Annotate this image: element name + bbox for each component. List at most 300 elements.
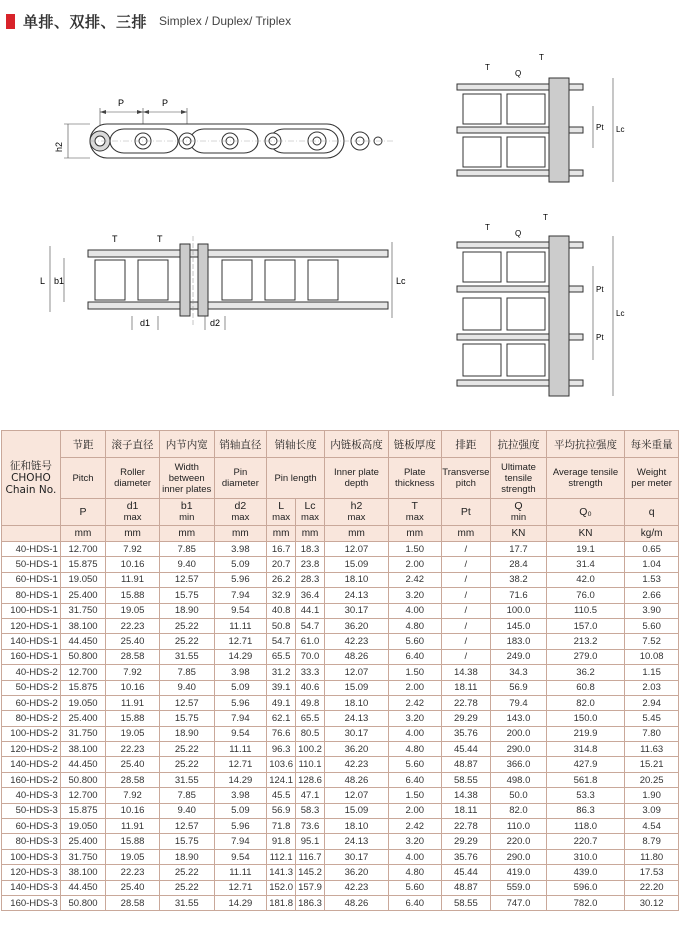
table-cell: 25.22 bbox=[159, 634, 214, 649]
table-cell: 32.9 bbox=[267, 588, 296, 603]
table-cell: 1.04 bbox=[625, 557, 679, 572]
table-cell: 439.0 bbox=[546, 865, 624, 880]
table-cell: 86.3 bbox=[546, 803, 624, 818]
table-cell: 31.750 bbox=[60, 849, 105, 864]
header-title-cn: 单排、双排、三排 bbox=[23, 12, 148, 31]
table-cell: 30.12 bbox=[625, 895, 679, 910]
unit-cell: mm bbox=[296, 526, 325, 542]
unit-cell: mm bbox=[324, 526, 388, 542]
table-cell: 23.8 bbox=[296, 557, 325, 572]
table-cell: 5.60 bbox=[388, 634, 441, 649]
table-cell: 596.0 bbox=[546, 880, 624, 895]
chain-model-cell: 100-HDS-2 bbox=[2, 726, 61, 741]
table-cell: 12.700 bbox=[60, 788, 105, 803]
table-cell: 11.91 bbox=[106, 819, 160, 834]
table-cell: 6.40 bbox=[388, 772, 441, 787]
table-cell: 128.6 bbox=[296, 772, 325, 787]
table-cell: 40.8 bbox=[267, 603, 296, 618]
table-cell: 4.00 bbox=[388, 603, 441, 618]
table-cell: 80.5 bbox=[296, 726, 325, 741]
table-cell: 14.38 bbox=[441, 788, 491, 803]
table-row bbox=[2, 742, 679, 757]
table-cell: 25.22 bbox=[159, 865, 214, 880]
table-cell: 4.54 bbox=[625, 819, 679, 834]
table-cell: 141.3 bbox=[267, 865, 296, 880]
table-row bbox=[2, 711, 679, 726]
header-row-cn bbox=[2, 431, 679, 458]
table-cell: 42.23 bbox=[324, 634, 388, 649]
table-cell: 19.050 bbox=[60, 695, 105, 710]
table-cell: 15.09 bbox=[324, 803, 388, 818]
table-cell: 50.800 bbox=[60, 649, 105, 664]
table-cell: 42.23 bbox=[324, 880, 388, 895]
table-cell: 95.1 bbox=[296, 834, 325, 849]
table-cell: 1.53 bbox=[625, 572, 679, 587]
table-cell: 279.0 bbox=[546, 649, 624, 664]
table-cell: 62.1 bbox=[267, 711, 296, 726]
table-cell: 65.5 bbox=[267, 649, 296, 664]
table-cell: 30.17 bbox=[324, 726, 388, 741]
table-cell: 11.11 bbox=[214, 618, 267, 633]
table-cell: 559.0 bbox=[491, 880, 547, 895]
table-cell: 9.40 bbox=[159, 557, 214, 572]
table-cell: 44.1 bbox=[296, 603, 325, 618]
header-en-roller: Roller diameter bbox=[106, 458, 160, 499]
table-cell: 15.875 bbox=[60, 557, 105, 572]
table-cell: 427.9 bbox=[546, 757, 624, 772]
symbol-l: L max bbox=[267, 499, 296, 526]
table-cell: 17.7 bbox=[491, 542, 547, 557]
table-cell: 22.20 bbox=[625, 880, 679, 895]
table-cell: 38.2 bbox=[491, 572, 547, 587]
table-cell: 11.91 bbox=[106, 572, 160, 587]
section-header bbox=[6, 10, 291, 32]
table-cell: 61.0 bbox=[296, 634, 325, 649]
table-cell: 38.100 bbox=[60, 742, 105, 757]
table-cell: 314.8 bbox=[546, 742, 624, 757]
dim-label-p2: P bbox=[162, 98, 169, 108]
table-cell: 9.54 bbox=[214, 849, 267, 864]
table-cell: 12.71 bbox=[214, 880, 267, 895]
table-cell: 53.3 bbox=[546, 788, 624, 803]
table-cell: 50.800 bbox=[60, 772, 105, 787]
table-cell: / bbox=[441, 618, 491, 633]
table-cell: 56.9 bbox=[267, 803, 296, 818]
table-cell: 82.0 bbox=[491, 803, 547, 818]
table-cell: 12.07 bbox=[324, 665, 388, 680]
table-cell: 22.23 bbox=[106, 865, 160, 880]
chain-model-cell: 140-HDS-3 bbox=[2, 880, 61, 895]
unit-cell: mm bbox=[60, 526, 105, 542]
table-cell: 48.26 bbox=[324, 895, 388, 910]
table-cell: 47.1 bbox=[296, 788, 325, 803]
table-cell: 782.0 bbox=[546, 895, 624, 910]
table-cell: 150.0 bbox=[546, 711, 624, 726]
table-cell: 12.700 bbox=[60, 665, 105, 680]
table-cell: 24.13 bbox=[324, 711, 388, 726]
table-cell: 5.09 bbox=[214, 680, 267, 695]
unit-cell: KN bbox=[546, 526, 624, 542]
table-cell: 12.700 bbox=[60, 542, 105, 557]
triplex-dim-pt2: Pt bbox=[596, 333, 604, 342]
table-body bbox=[2, 542, 679, 911]
table-cell: / bbox=[441, 634, 491, 649]
table-row bbox=[2, 772, 679, 787]
table-cell: 22.78 bbox=[441, 819, 491, 834]
table-cell: 15.875 bbox=[60, 680, 105, 695]
table-cell: 25.22 bbox=[159, 742, 214, 757]
table-cell: 15.09 bbox=[324, 557, 388, 572]
chain-model-cell: 60-HDS-1 bbox=[2, 572, 61, 587]
table-cell: 20.25 bbox=[625, 772, 679, 787]
symbol-q0: Q₀ bbox=[546, 499, 624, 526]
dim-label-l: L bbox=[40, 276, 46, 286]
table-cell: 145.2 bbox=[296, 865, 325, 880]
chain-model-cell: 80-HDS-2 bbox=[2, 711, 61, 726]
table-row bbox=[2, 588, 679, 603]
table-cell: 220.0 bbox=[491, 834, 547, 849]
table-row bbox=[2, 788, 679, 803]
duplex-dim-t1: T bbox=[485, 63, 490, 72]
table-cell: 25.400 bbox=[60, 588, 105, 603]
table-cell: 22.23 bbox=[106, 618, 160, 633]
table-cell: 2.00 bbox=[388, 680, 441, 695]
unit-cell: mm bbox=[388, 526, 441, 542]
table-cell: 10.08 bbox=[625, 649, 679, 664]
table-cell: 9.54 bbox=[214, 726, 267, 741]
table-cell: 18.11 bbox=[441, 803, 491, 818]
triplex-view-drawing bbox=[445, 210, 635, 405]
table-cell: 28.58 bbox=[106, 895, 160, 910]
dim-label-p1: P bbox=[118, 98, 125, 108]
table-cell: 45.44 bbox=[441, 865, 491, 880]
table-row bbox=[2, 572, 679, 587]
table-cell: 18.90 bbox=[159, 726, 214, 741]
table-cell: 4.80 bbox=[388, 618, 441, 633]
symbol-t: T max bbox=[388, 499, 441, 526]
table-cell: 12.57 bbox=[159, 572, 214, 587]
table-row bbox=[2, 695, 679, 710]
chain-model-cell: 80-HDS-1 bbox=[2, 588, 61, 603]
header-en-weight: Weight per meter bbox=[625, 458, 679, 499]
table-row bbox=[2, 634, 679, 649]
table-header bbox=[2, 431, 679, 542]
table-cell: 1.50 bbox=[388, 542, 441, 557]
table-cell: 58.55 bbox=[441, 895, 491, 910]
header-cn-plate-thickness: 链板厚度 bbox=[388, 431, 441, 458]
table-row bbox=[2, 618, 679, 633]
table-cell: 110.0 bbox=[491, 819, 547, 834]
unit-cell: mm bbox=[159, 526, 214, 542]
table-cell: 49.1 bbox=[267, 695, 296, 710]
table-cell: 1.50 bbox=[388, 788, 441, 803]
table-cell: 50.0 bbox=[491, 788, 547, 803]
table-cell: 44.450 bbox=[60, 880, 105, 895]
table-cell: 7.94 bbox=[214, 588, 267, 603]
header-marker bbox=[6, 14, 15, 29]
table-cell: 9.40 bbox=[159, 680, 214, 695]
table-cell: 4.80 bbox=[388, 865, 441, 880]
chain-model-cell: 80-HDS-3 bbox=[2, 834, 61, 849]
table-cell: 35.76 bbox=[441, 726, 491, 741]
table-cell: 18.90 bbox=[159, 849, 214, 864]
chain-spec-table bbox=[1, 430, 679, 911]
unit-cell: mm bbox=[214, 526, 267, 542]
table-row bbox=[2, 665, 679, 680]
table-cell: 110.1 bbox=[296, 757, 325, 772]
table-cell: 71.6 bbox=[491, 588, 547, 603]
symbol-weight: q bbox=[625, 499, 679, 526]
chain-model-cell: 160-HDS-1 bbox=[2, 649, 61, 664]
table-cell: 2.00 bbox=[388, 557, 441, 572]
table-cell: 183.0 bbox=[491, 634, 547, 649]
table-cell: 82.0 bbox=[546, 695, 624, 710]
table-cell: 145.0 bbox=[491, 618, 547, 633]
table-cell: 7.85 bbox=[159, 542, 214, 557]
table-cell: 36.2 bbox=[546, 665, 624, 680]
table-cell: 28.3 bbox=[296, 572, 325, 587]
triplex-dim-t1: T bbox=[485, 223, 490, 232]
table-cell: 19.05 bbox=[106, 726, 160, 741]
table-row bbox=[2, 880, 679, 895]
table-cell: 3.20 bbox=[388, 711, 441, 726]
chain-model-cell: 100-HDS-1 bbox=[2, 603, 61, 618]
unit-cell: KN bbox=[491, 526, 547, 542]
table-cell: 14.29 bbox=[214, 895, 267, 910]
table-cell: 35.76 bbox=[441, 849, 491, 864]
table-cell: 25.40 bbox=[106, 880, 160, 895]
table-cell: 65.5 bbox=[296, 711, 325, 726]
table-cell: 10.16 bbox=[106, 680, 160, 695]
table-row bbox=[2, 757, 679, 772]
table-cell: 0.65 bbox=[625, 542, 679, 557]
table-cell: / bbox=[441, 542, 491, 557]
table-cell: 2.42 bbox=[388, 695, 441, 710]
table-cell: 157.9 bbox=[296, 880, 325, 895]
table-cell: 7.92 bbox=[106, 542, 160, 557]
header-title-en: Simplex / Duplex/ Triplex bbox=[159, 14, 292, 28]
table-cell: 18.3 bbox=[296, 542, 325, 557]
table-cell: 22.78 bbox=[441, 695, 491, 710]
table-cell: 38.100 bbox=[60, 618, 105, 633]
table-cell: 11.80 bbox=[625, 849, 679, 864]
header-en-pitch: Pitch bbox=[60, 458, 105, 499]
header-en-width: Width between inner plates bbox=[159, 458, 214, 499]
table-cell: 7.85 bbox=[159, 788, 214, 803]
header-cn-weight: 每米重量 bbox=[625, 431, 679, 458]
duplex-dim-lc: Lc bbox=[616, 125, 625, 134]
table-cell: 5.60 bbox=[625, 618, 679, 633]
duplex-dim-t2: T bbox=[539, 53, 544, 62]
table-cell: 366.0 bbox=[491, 757, 547, 772]
table-cell: 12.07 bbox=[324, 542, 388, 557]
table-cell: 2.03 bbox=[625, 680, 679, 695]
table-cell: 152.0 bbox=[267, 880, 296, 895]
duplex-dim-pt: Pt bbox=[596, 123, 604, 132]
table-cell: 6.40 bbox=[388, 649, 441, 664]
symbol-q: Q min bbox=[491, 499, 547, 526]
table-cell: 28.4 bbox=[491, 557, 547, 572]
table-cell: 9.54 bbox=[214, 603, 267, 618]
table-cell: 38.100 bbox=[60, 865, 105, 880]
table-cell: 28.58 bbox=[106, 772, 160, 787]
table-cell: 79.4 bbox=[491, 695, 547, 710]
table-cell: 15.75 bbox=[159, 834, 214, 849]
dim-label-lc: Lc bbox=[396, 276, 406, 286]
triplex-dim-t2: T bbox=[543, 213, 548, 222]
table-cell: 26.2 bbox=[267, 572, 296, 587]
table-cell: 290.0 bbox=[491, 742, 547, 757]
table-cell: 7.52 bbox=[625, 634, 679, 649]
triplex-dim-pt1: Pt bbox=[596, 285, 604, 294]
table-cell: 3.09 bbox=[625, 803, 679, 818]
table-cell: 25.400 bbox=[60, 834, 105, 849]
duplex-dim-q: Q bbox=[515, 69, 522, 78]
unit-model bbox=[2, 526, 61, 542]
table-cell: 25.40 bbox=[106, 634, 160, 649]
table-cell: 2.42 bbox=[388, 819, 441, 834]
symbol-pt: Pt bbox=[441, 499, 491, 526]
table-cell: / bbox=[441, 588, 491, 603]
chain-model-cell: 40-HDS-2 bbox=[2, 665, 61, 680]
table-cell: 31.55 bbox=[159, 772, 214, 787]
header-cn-pitch: 节距 bbox=[60, 431, 105, 458]
table-cell: 16.7 bbox=[267, 542, 296, 557]
header-cn-average: 平均抗拉强度 bbox=[546, 431, 624, 458]
table-cell: 747.0 bbox=[491, 895, 547, 910]
table-cell: 17.53 bbox=[625, 865, 679, 880]
table-row bbox=[2, 542, 679, 557]
table-cell: 6.40 bbox=[388, 895, 441, 910]
symbol-d1: d1 max bbox=[106, 499, 160, 526]
table-cell: 73.6 bbox=[296, 819, 325, 834]
table-cell: 28.58 bbox=[106, 649, 160, 664]
table-cell: 19.05 bbox=[106, 849, 160, 864]
table-cell: 419.0 bbox=[491, 865, 547, 880]
header-cn-ultimate: 抗拉强度 bbox=[491, 431, 547, 458]
header-cn-transverse: 排距 bbox=[441, 431, 491, 458]
table-cell: 5.96 bbox=[214, 695, 267, 710]
symbol-d2: d2 max bbox=[214, 499, 267, 526]
chain-model-cell: 60-HDS-2 bbox=[2, 695, 61, 710]
table-cell: 7.85 bbox=[159, 665, 214, 680]
table-cell: 14.38 bbox=[441, 665, 491, 680]
table-cell: 2.66 bbox=[625, 588, 679, 603]
chain-model-cell: 40-HDS-1 bbox=[2, 542, 61, 557]
table-cell: 44.450 bbox=[60, 634, 105, 649]
header-row-en bbox=[2, 458, 679, 499]
header-en-pin-length: Pin length bbox=[267, 458, 325, 499]
chain-model-cell: 40-HDS-3 bbox=[2, 788, 61, 803]
table-cell: 29.29 bbox=[441, 711, 491, 726]
table-cell: 1.50 bbox=[388, 665, 441, 680]
table-cell: 12.07 bbox=[324, 788, 388, 803]
table-cell: 24.13 bbox=[324, 834, 388, 849]
table-cell: 36.4 bbox=[296, 588, 325, 603]
table-cell: 1.90 bbox=[625, 788, 679, 803]
table-cell: 9.40 bbox=[159, 803, 214, 818]
table-cell: 181.8 bbox=[267, 895, 296, 910]
table-cell: 58.55 bbox=[441, 772, 491, 787]
table-cell: 1.15 bbox=[625, 665, 679, 680]
chain-model-cell: 140-HDS-1 bbox=[2, 634, 61, 649]
table-cell: 12.57 bbox=[159, 819, 214, 834]
symbol-p: P bbox=[60, 499, 105, 526]
table-cell: 25.22 bbox=[159, 618, 214, 633]
chain-model-cell: 120-HDS-2 bbox=[2, 742, 61, 757]
table-cell: 19.05 bbox=[106, 603, 160, 618]
unit-cell: mm bbox=[441, 526, 491, 542]
table-row bbox=[2, 819, 679, 834]
table-cell: 3.98 bbox=[214, 542, 267, 557]
table-cell: 25.40 bbox=[106, 757, 160, 772]
table-cell: 54.7 bbox=[296, 618, 325, 633]
symbol-b1: b1 min bbox=[159, 499, 214, 526]
table-cell: 50.8 bbox=[267, 618, 296, 633]
header-en-ultimate: Ultimate tensile strength bbox=[491, 458, 547, 499]
chain-model-cell: 160-HDS-3 bbox=[2, 895, 61, 910]
table-cell: 30.17 bbox=[324, 603, 388, 618]
table-cell: 5.60 bbox=[388, 757, 441, 772]
table-cell: 54.7 bbox=[267, 634, 296, 649]
table-cell: 12.71 bbox=[214, 634, 267, 649]
table-cell: 100.0 bbox=[491, 603, 547, 618]
table-cell: 7.92 bbox=[106, 665, 160, 680]
table-cell: 36.20 bbox=[324, 742, 388, 757]
table-cell: / bbox=[441, 649, 491, 664]
table-cell: 310.0 bbox=[546, 849, 624, 864]
table-row bbox=[2, 726, 679, 741]
table-cell: 31.2 bbox=[267, 665, 296, 680]
table-cell: 18.11 bbox=[441, 680, 491, 695]
chain-model-cell: 100-HDS-3 bbox=[2, 849, 61, 864]
table-cell: 31.750 bbox=[60, 726, 105, 741]
chain-model-cell: 120-HDS-3 bbox=[2, 865, 61, 880]
table-cell: 31.4 bbox=[546, 557, 624, 572]
table-cell: 36.20 bbox=[324, 865, 388, 880]
header-cn-pin-dia: 销轴直径 bbox=[214, 431, 267, 458]
chain-model-cell: 120-HDS-1 bbox=[2, 618, 61, 633]
table-cell: 10.16 bbox=[106, 803, 160, 818]
table-cell: 4.00 bbox=[388, 849, 441, 864]
table-cell: 40.6 bbox=[296, 680, 325, 695]
table-cell: 29.29 bbox=[441, 834, 491, 849]
table-row bbox=[2, 803, 679, 818]
table-cell: 34.3 bbox=[491, 665, 547, 680]
table-cell: 19.050 bbox=[60, 572, 105, 587]
table-cell: / bbox=[441, 603, 491, 618]
table-cell: 18.10 bbox=[324, 819, 388, 834]
table-cell: 213.2 bbox=[546, 634, 624, 649]
table-cell: 124.1 bbox=[267, 772, 296, 787]
header-row-symbols bbox=[2, 499, 679, 526]
table-cell: 58.3 bbox=[296, 803, 325, 818]
table-cell: 18.10 bbox=[324, 572, 388, 587]
table-cell: 48.87 bbox=[441, 880, 491, 895]
table-cell: 157.0 bbox=[546, 618, 624, 633]
unit-cell: mm bbox=[267, 526, 296, 542]
table-cell: 5.96 bbox=[214, 572, 267, 587]
side-view-drawing bbox=[50, 86, 410, 186]
table-cell: 4.80 bbox=[388, 742, 441, 757]
table-cell: 56.9 bbox=[491, 680, 547, 695]
table-row bbox=[2, 865, 679, 880]
table-cell: 7.80 bbox=[625, 726, 679, 741]
table-cell: 561.8 bbox=[546, 772, 624, 787]
table-cell: 103.6 bbox=[267, 757, 296, 772]
table-cell: 110.5 bbox=[546, 603, 624, 618]
table-cell: 7.94 bbox=[214, 834, 267, 849]
